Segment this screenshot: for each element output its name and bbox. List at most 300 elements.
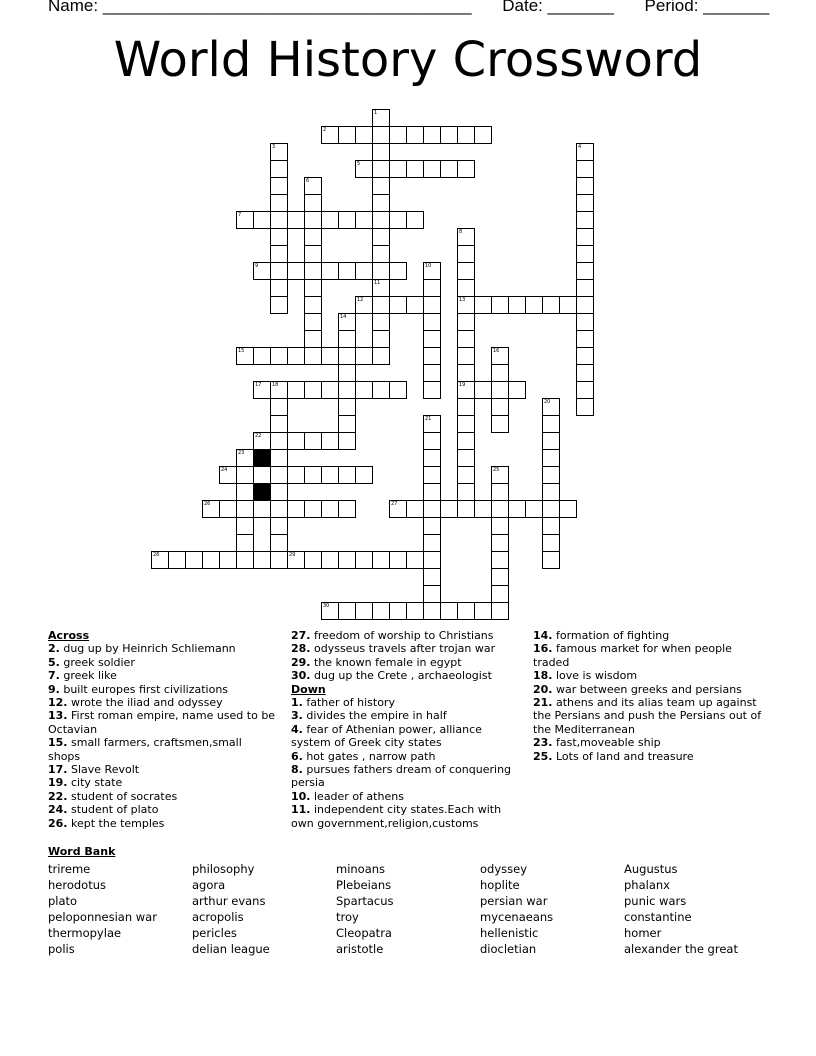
grid-cell[interactable] <box>457 381 475 399</box>
clue-number: 26. <box>48 816 68 830</box>
grid-cell[interactable] <box>491 551 509 569</box>
grid-cell[interactable] <box>304 381 322 399</box>
clue-number: 19 <box>459 382 466 388</box>
grid-cell[interactable] <box>457 330 475 348</box>
grid-cell[interactable] <box>270 279 288 297</box>
grid-cell[interactable] <box>542 296 560 314</box>
clue <box>291 763 521 790</box>
grid-cell[interactable] <box>338 551 356 569</box>
grid-cell[interactable] <box>338 262 356 280</box>
grid-cell[interactable] <box>372 228 390 246</box>
word-bank-item: pericles <box>192 926 237 940</box>
grid-cell[interactable] <box>304 330 322 348</box>
grid-cell[interactable] <box>168 551 186 569</box>
word-bank-column <box>480 861 553 957</box>
grid-cell[interactable] <box>270 432 288 450</box>
grid-cell[interactable] <box>457 483 475 501</box>
clue <box>48 683 276 696</box>
grid-cell[interactable] <box>440 160 458 178</box>
grid-cell[interactable] <box>576 279 594 297</box>
grid-cell[interactable] <box>389 211 407 229</box>
grid-cell[interactable] <box>304 466 322 484</box>
grid-cell[interactable] <box>491 398 509 416</box>
grid-cell[interactable] <box>542 517 560 535</box>
grid-cell[interactable] <box>372 160 390 178</box>
grid-cell[interactable] <box>457 160 475 178</box>
grid-cell[interactable] <box>576 245 594 263</box>
grid-cell[interactable] <box>270 194 288 212</box>
grid-cell[interactable] <box>576 194 594 212</box>
grid-cell[interactable] <box>355 262 373 280</box>
clue <box>533 736 769 749</box>
clue <box>291 709 521 722</box>
grid-cell[interactable] <box>423 585 441 603</box>
grid-cell[interactable] <box>372 262 390 280</box>
grid-cell[interactable] <box>423 313 441 331</box>
grid-cell[interactable] <box>236 449 254 467</box>
grid-cell[interactable] <box>236 347 254 365</box>
grid-cell[interactable] <box>270 262 288 280</box>
grid-cell[interactable] <box>576 228 594 246</box>
grid-cell[interactable] <box>270 143 288 161</box>
clue-text: athens and its alias team up against the Persians and push the Persians out of the Mediterranean <box>533 696 762 736</box>
grid-cell[interactable] <box>372 109 390 127</box>
grid-cell[interactable] <box>338 602 356 620</box>
grid-cell[interactable] <box>236 517 254 535</box>
clue <box>48 776 276 789</box>
grid-cell[interactable] <box>270 517 288 535</box>
grid-cell[interactable] <box>253 500 271 518</box>
grid-cell[interactable] <box>474 500 492 518</box>
grid-cell[interactable] <box>270 398 288 416</box>
grid-cell[interactable] <box>372 381 390 399</box>
grid-cell[interactable] <box>270 347 288 365</box>
grid-cell[interactable] <box>372 245 390 263</box>
grid-cell[interactable] <box>457 449 475 467</box>
grid-cell[interactable] <box>423 296 441 314</box>
grid-cell[interactable] <box>219 500 237 518</box>
grid-cell[interactable] <box>457 245 475 263</box>
grid-cell[interactable] <box>304 347 322 365</box>
grid-cell[interactable] <box>372 143 390 161</box>
grid-cell[interactable] <box>304 262 322 280</box>
grid-cell[interactable] <box>270 415 288 433</box>
grid-cell[interactable] <box>270 551 288 569</box>
grid-cell[interactable] <box>457 313 475 331</box>
period-field[interactable]: Period: _______ <box>644 0 770 15</box>
clue-number: 10 <box>425 263 432 269</box>
grid-cell[interactable] <box>287 432 305 450</box>
grid-cell[interactable] <box>338 313 356 331</box>
grid-cell[interactable] <box>372 602 390 620</box>
grid-cell[interactable] <box>576 381 594 399</box>
grid-cell[interactable] <box>389 500 407 518</box>
grid-cell[interactable] <box>457 432 475 450</box>
grid-cell[interactable] <box>270 177 288 195</box>
grid-cell[interactable] <box>270 449 288 467</box>
word-bank-column <box>336 861 394 957</box>
grid-cell[interactable] <box>440 126 458 144</box>
grid-cell[interactable] <box>491 534 509 552</box>
grid-cell[interactable] <box>236 211 254 229</box>
grid-cell[interactable] <box>576 347 594 365</box>
grid-cell[interactable] <box>355 126 373 144</box>
grid-cell[interactable] <box>491 568 509 586</box>
grid-cell[interactable] <box>389 296 407 314</box>
grid-cell[interactable] <box>491 483 509 501</box>
grid-cell[interactable] <box>253 262 271 280</box>
grid-cell[interactable] <box>440 500 458 518</box>
grid-cell[interactable] <box>457 466 475 484</box>
grid-cell[interactable] <box>525 296 543 314</box>
grid-cell[interactable] <box>457 500 475 518</box>
clue-number: 15 <box>238 348 245 354</box>
grid-cell[interactable] <box>321 551 339 569</box>
word-bank-item: trireme <box>48 862 91 876</box>
grid-cell[interactable] <box>287 211 305 229</box>
grid-cell[interactable] <box>321 602 339 620</box>
grid-cell[interactable] <box>270 500 288 518</box>
clue <box>291 629 521 642</box>
grid-cell[interactable] <box>423 534 441 552</box>
grid-cell[interactable] <box>491 517 509 535</box>
grid-cell[interactable] <box>287 381 305 399</box>
grid-cell[interactable] <box>321 347 339 365</box>
grid-cell[interactable] <box>236 466 254 484</box>
grid-cell[interactable] <box>491 500 509 518</box>
grid-cell[interactable] <box>338 500 356 518</box>
grid-cell[interactable] <box>355 347 373 365</box>
grid-cell[interactable] <box>270 483 288 501</box>
grid-cell[interactable] <box>321 262 339 280</box>
grid-cell[interactable] <box>406 551 424 569</box>
grid-cell[interactable] <box>491 381 509 399</box>
grid-cell[interactable] <box>253 211 271 229</box>
grid-cell[interactable] <box>355 466 373 484</box>
grid-cell[interactable] <box>304 432 322 450</box>
clue-number: 23. <box>533 736 553 750</box>
grid-cell[interactable] <box>559 500 577 518</box>
grid-cell[interactable] <box>542 534 560 552</box>
grid-cell[interactable] <box>474 296 492 314</box>
word-bank-item: Augustus <box>624 862 678 876</box>
grid-cell[interactable] <box>576 364 594 382</box>
grid-cell[interactable] <box>338 415 356 433</box>
grid-cell[interactable] <box>423 551 441 569</box>
grid-cell[interactable] <box>270 245 288 263</box>
grid-cell[interactable] <box>338 364 356 382</box>
clue-number: 28. <box>291 642 311 656</box>
grid-cell[interactable] <box>576 160 594 178</box>
grid-cell[interactable] <box>423 415 441 433</box>
grid-cell[interactable] <box>304 177 322 195</box>
grid-cell[interactable] <box>151 551 169 569</box>
grid-cell[interactable] <box>576 177 594 195</box>
word-bank-item: peloponnesian war <box>48 910 157 924</box>
grid-cell[interactable] <box>270 160 288 178</box>
grid-cell[interactable] <box>202 500 220 518</box>
grid-cell[interactable] <box>287 466 305 484</box>
grid-cell[interactable] <box>576 262 594 280</box>
grid-cell[interactable] <box>372 211 390 229</box>
grid-cell[interactable] <box>270 466 288 484</box>
grid-cell[interactable] <box>423 483 441 501</box>
grid-cell[interactable] <box>253 466 271 484</box>
grid-cell[interactable] <box>457 398 475 416</box>
grid-cell[interactable] <box>304 500 322 518</box>
grid-cell[interactable] <box>508 381 526 399</box>
word-bank-item: delian league <box>192 942 270 956</box>
word-bank-item: odyssey <box>480 862 528 876</box>
grid-cell[interactable] <box>304 279 322 297</box>
grid-cell[interactable] <box>406 296 424 314</box>
grid-cell[interactable] <box>372 347 390 365</box>
grid-cell[interactable] <box>423 126 441 144</box>
grid-cell[interactable] <box>372 313 390 331</box>
grid-cell[interactable] <box>576 313 594 331</box>
grid-cell[interactable] <box>576 398 594 416</box>
clue-text: love is wisdom <box>552 669 638 683</box>
grid-cell[interactable] <box>423 449 441 467</box>
clue-text: greek like <box>59 669 117 683</box>
grid-cell[interactable] <box>576 211 594 229</box>
grid-cell[interactable] <box>542 398 560 416</box>
grid-cell[interactable] <box>321 126 339 144</box>
grid-cell[interactable] <box>491 602 509 620</box>
grid-cell[interactable] <box>389 126 407 144</box>
clue <box>533 629 769 642</box>
grid-cell[interactable] <box>338 126 356 144</box>
grid-cell[interactable] <box>287 347 305 365</box>
name-field[interactable]: Name: _______________________________________ <box>48 0 472 15</box>
grid-cell[interactable] <box>372 194 390 212</box>
clue-number: 1. <box>291 696 303 710</box>
grid-cell[interactable] <box>338 347 356 365</box>
grid-cell[interactable] <box>457 296 475 314</box>
clues-column-2 <box>291 629 521 830</box>
clue-text: wrote the iliad and odyssey <box>67 696 223 710</box>
grid-cell[interactable] <box>304 551 322 569</box>
grid-cell[interactable] <box>287 262 305 280</box>
word-bank-item: homer <box>624 926 662 940</box>
grid-cell[interactable] <box>423 347 441 365</box>
grid-cell[interactable] <box>236 551 254 569</box>
grid-cell[interactable] <box>304 245 322 263</box>
grid-cell[interactable] <box>304 296 322 314</box>
grid-cell[interactable] <box>542 500 560 518</box>
grid-cell[interactable] <box>389 262 407 280</box>
grid-cell[interactable] <box>491 415 509 433</box>
grid-cell[interactable] <box>389 160 407 178</box>
word-bank-item: acropolis <box>192 910 244 924</box>
clue <box>48 642 276 655</box>
clue-number: 5 <box>357 161 361 167</box>
word-bank-item: Cleopatra <box>336 926 392 940</box>
grid-cell[interactable] <box>542 449 560 467</box>
grid-cell[interactable] <box>559 296 577 314</box>
grid-cell[interactable] <box>423 466 441 484</box>
grid-cell[interactable] <box>406 126 424 144</box>
grid-cell[interactable] <box>372 551 390 569</box>
grid-cell[interactable] <box>338 330 356 348</box>
grid-cell[interactable] <box>338 398 356 416</box>
clue-number: 20 <box>544 399 551 405</box>
grid-cell[interactable] <box>321 500 339 518</box>
grid-cell[interactable] <box>389 381 407 399</box>
grid-cell[interactable] <box>321 211 339 229</box>
clue-text: dug up the Crete , archaeologist <box>310 669 492 683</box>
grid-cell[interactable] <box>304 194 322 212</box>
grid-cell[interactable] <box>474 126 492 144</box>
grid-cell[interactable] <box>576 296 594 314</box>
grid-cell[interactable] <box>423 364 441 382</box>
grid-cell[interactable] <box>270 296 288 314</box>
grid-cell[interactable] <box>236 534 254 552</box>
grid-cell[interactable] <box>406 500 424 518</box>
grid-cell[interactable] <box>338 432 356 450</box>
clue-number: 14. <box>533 629 553 642</box>
grid-cell[interactable] <box>491 364 509 382</box>
grid-cell[interactable] <box>355 602 373 620</box>
page-title: World History Crossword <box>113 32 703 88</box>
grid-cell[interactable] <box>372 279 390 297</box>
grid-cell[interactable] <box>236 500 254 518</box>
grid-cell[interactable] <box>287 551 305 569</box>
clue-number: 27 <box>391 501 398 507</box>
grid-cell[interactable] <box>304 228 322 246</box>
clue-number: 3 <box>272 144 276 150</box>
grid-cell[interactable] <box>491 347 509 365</box>
grid-cell[interactable] <box>338 211 356 229</box>
grid-cell[interactable] <box>576 330 594 348</box>
grid-cell[interactable] <box>219 466 237 484</box>
grid-cell[interactable] <box>423 568 441 586</box>
grid-cell[interactable] <box>389 602 407 620</box>
grid-cell[interactable] <box>338 466 356 484</box>
grid-cell[interactable] <box>457 126 475 144</box>
clues-column-1 <box>48 629 276 830</box>
clue-number: 4 <box>578 144 582 150</box>
clue-text: pursues fathers dream of conquering persia <box>291 763 512 790</box>
grid-block <box>253 449 271 467</box>
grid-cell[interactable] <box>270 228 288 246</box>
clue-number: 29 <box>289 552 296 558</box>
grid-cell[interactable] <box>457 228 475 246</box>
grid-cell[interactable] <box>406 160 424 178</box>
grid-cell[interactable] <box>423 160 441 178</box>
grid-cell[interactable] <box>355 381 373 399</box>
grid-cell[interactable] <box>406 211 424 229</box>
grid-cell[interactable] <box>321 381 339 399</box>
grid-cell[interactable] <box>253 551 271 569</box>
grid-cell[interactable] <box>372 330 390 348</box>
grid-cell[interactable] <box>287 500 305 518</box>
grid-cell[interactable] <box>321 432 339 450</box>
grid-cell[interactable] <box>508 296 526 314</box>
grid-cell[interactable] <box>185 551 203 569</box>
grid-cell[interactable] <box>491 585 509 603</box>
grid-cell[interactable] <box>457 279 475 297</box>
grid-cell[interactable] <box>270 534 288 552</box>
grid-cell[interactable] <box>576 143 594 161</box>
grid-cell[interactable] <box>457 602 475 620</box>
clue-number: 29. <box>291 655 311 669</box>
grid-cell[interactable] <box>423 432 441 450</box>
grid-cell[interactable] <box>321 466 339 484</box>
grid-cell[interactable] <box>491 466 509 484</box>
grid-cell[interactable] <box>457 262 475 280</box>
grid-cell[interactable] <box>457 347 475 365</box>
date-field[interactable]: Date: _______ <box>502 0 614 15</box>
grid-cell[interactable] <box>338 381 356 399</box>
clue-number: 25 <box>493 467 500 473</box>
grid-cell[interactable] <box>219 551 237 569</box>
grid-cell[interactable] <box>202 551 220 569</box>
clue-number: 17 <box>255 382 262 388</box>
clue-text: city state <box>67 776 123 790</box>
grid-cell[interactable] <box>457 364 475 382</box>
grid-cell[interactable] <box>423 381 441 399</box>
grid-cell[interactable] <box>304 211 322 229</box>
grid-cell[interactable] <box>474 602 492 620</box>
grid-cell[interactable] <box>355 160 373 178</box>
grid-cell[interactable] <box>457 415 475 433</box>
word-bank-item: arthur evans <box>192 894 266 908</box>
grid-cell[interactable] <box>423 279 441 297</box>
grid-cell[interactable] <box>389 551 407 569</box>
clue-number: 28 <box>153 552 160 558</box>
clue-number: 13. <box>48 709 68 723</box>
word-bank-column <box>624 861 738 957</box>
grid-cell[interactable] <box>423 517 441 535</box>
grid-cell[interactable] <box>440 602 458 620</box>
grid-cell[interactable] <box>423 330 441 348</box>
grid-cell[interactable] <box>406 602 424 620</box>
clue-text: odysseus travels after trojan war <box>310 642 496 656</box>
grid-cell[interactable] <box>372 126 390 144</box>
grid-cell[interactable] <box>372 296 390 314</box>
clue-number: 7. <box>48 669 60 683</box>
grid-cell[interactable] <box>542 466 560 484</box>
clue-number: 8 <box>459 229 463 235</box>
clue-number: 14 <box>340 314 347 320</box>
grid-cell[interactable] <box>542 415 560 433</box>
grid-cell[interactable] <box>474 381 492 399</box>
grid-cell[interactable] <box>236 483 254 501</box>
grid-cell[interactable] <box>423 602 441 620</box>
clue-number: 3. <box>291 709 303 723</box>
grid-cell[interactable] <box>355 551 373 569</box>
grid-cell[interactable] <box>423 500 441 518</box>
grid-cell[interactable] <box>253 381 271 399</box>
grid-cell[interactable] <box>355 296 373 314</box>
grid-cell[interactable] <box>423 262 441 280</box>
grid-cell[interactable] <box>253 432 271 450</box>
grid-cell[interactable] <box>542 483 560 501</box>
grid-cell[interactable] <box>542 432 560 450</box>
grid-cell[interactable] <box>372 177 390 195</box>
grid-cell[interactable] <box>525 500 543 518</box>
clue <box>291 803 521 830</box>
grid-cell[interactable] <box>304 313 322 331</box>
grid-cell[interactable] <box>355 211 373 229</box>
grid-cell[interactable] <box>508 500 526 518</box>
grid-cell[interactable] <box>253 347 271 365</box>
grid-cell[interactable] <box>491 296 509 314</box>
grid-cell[interactable] <box>542 551 560 569</box>
grid-cell[interactable] <box>270 211 288 229</box>
grid-cell[interactable] <box>270 381 288 399</box>
